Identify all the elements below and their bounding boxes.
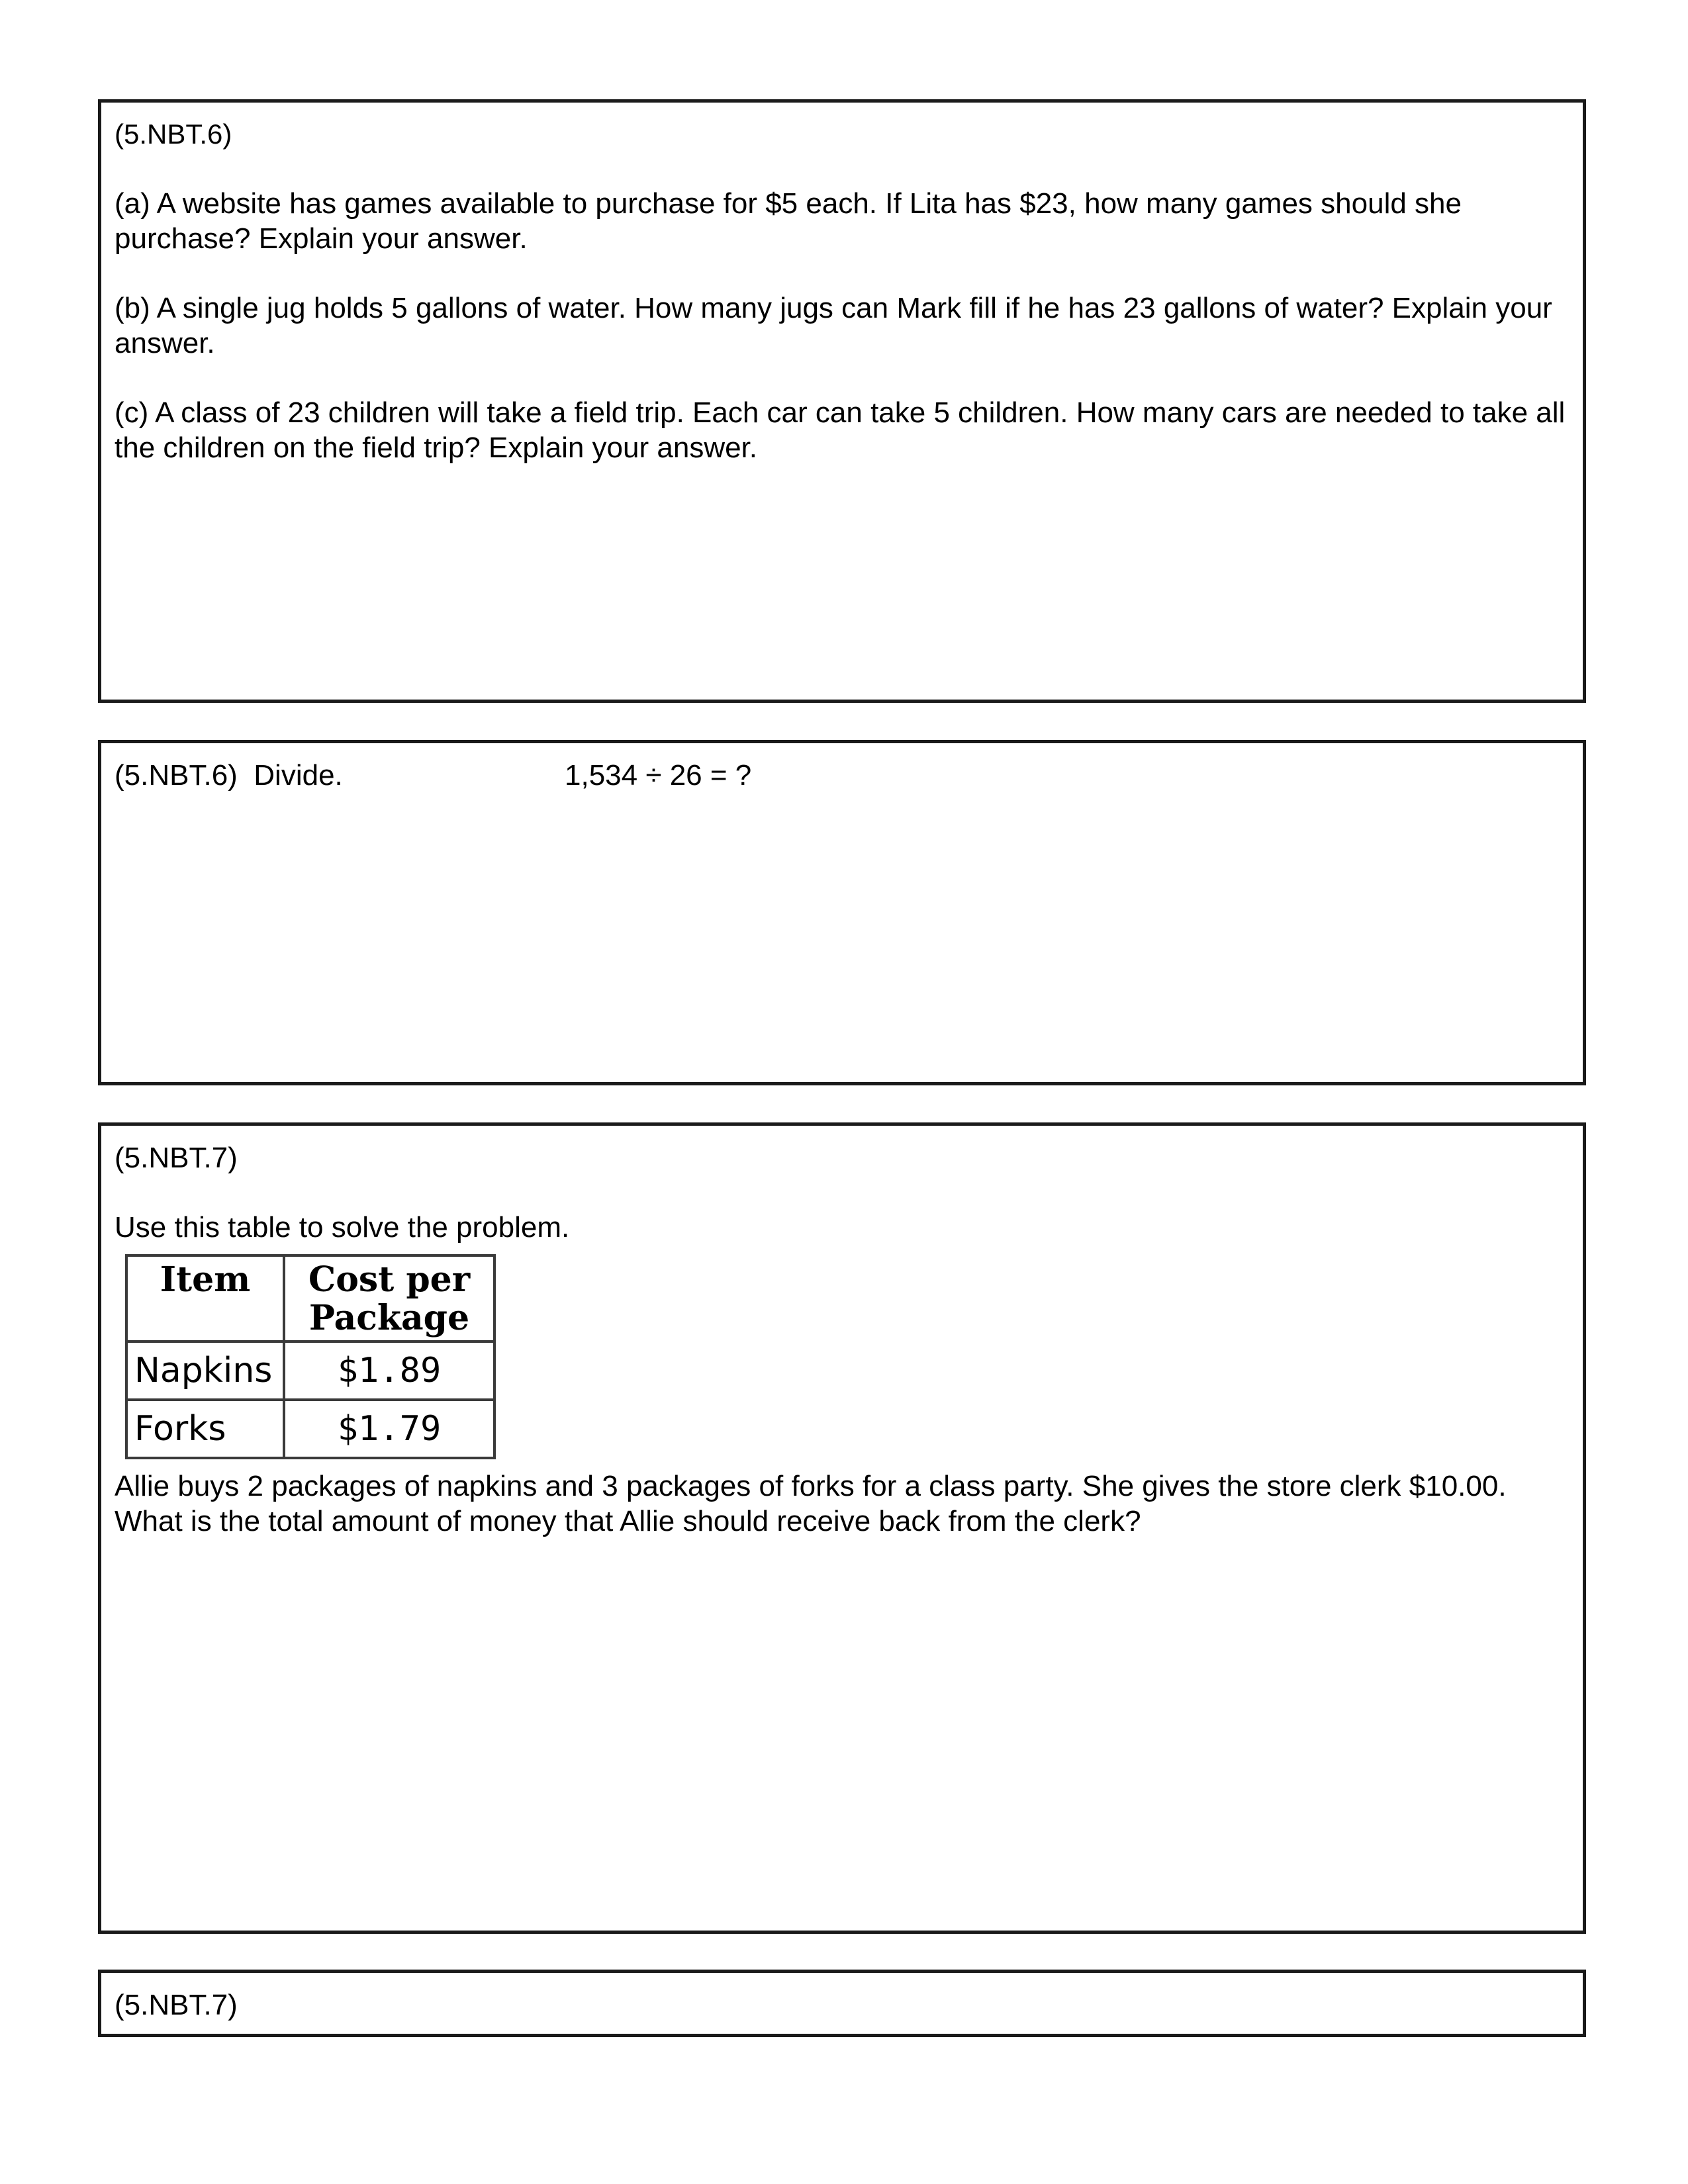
- standard-label: (5.NBT.7): [115, 1142, 238, 1174]
- standard-label: (5.NBT.6): [115, 118, 232, 150]
- problem-box-2: [98, 740, 1586, 1085]
- question-part-a: (a) A website has games available to purchase for $5 each. If Lita has $23, how many games should she purchase? Explain your answer.: [115, 187, 1462, 255]
- divide-label: (5.NBT.6) Divide.: [115, 759, 343, 792]
- header-item: Item: [126, 1255, 284, 1342]
- divide-row: [115, 758, 1570, 793]
- item-cell: Forks: [126, 1400, 284, 1458]
- problem-box-4: [98, 1970, 1586, 2037]
- cost-cell: $1.79: [284, 1400, 494, 1458]
- problem-box-3: [98, 1122, 1586, 1934]
- word-problem-question: Allie buys 2 packages of napkins and 3 packages of forks for a class party. She gives the store clerk $10.00. What is the total amount of money that Allie should receive back from the clerk?: [115, 1470, 1507, 1537]
- question-part-b: (b) A single jug holds 5 gallons of water. How many jugs can Mark fill if he has 23 gallons of water? Explain your answer.: [115, 292, 1552, 359]
- table-header-row: [126, 1255, 494, 1342]
- problem-box-1: [98, 99, 1586, 703]
- division-expression: 1,534 ÷ 26 = ?: [565, 759, 752, 792]
- cost-cell: $1.89: [284, 1342, 494, 1400]
- standard-label: (5.NBT.7): [115, 1989, 238, 2021]
- table-row: [126, 1400, 494, 1458]
- question-part-c: (c) A class of 23 children will take a field trip. Each car can take 5 children. How many cars are needed to take all the children on the field trip? Explain your answer.: [115, 396, 1566, 464]
- table-instruction: Use this table to solve the problem.: [115, 1211, 570, 1244]
- item-cell: Napkins: [126, 1342, 284, 1400]
- price-table: [125, 1254, 496, 1459]
- header-cost: Cost per Package: [284, 1255, 494, 1342]
- table-row: [126, 1342, 494, 1400]
